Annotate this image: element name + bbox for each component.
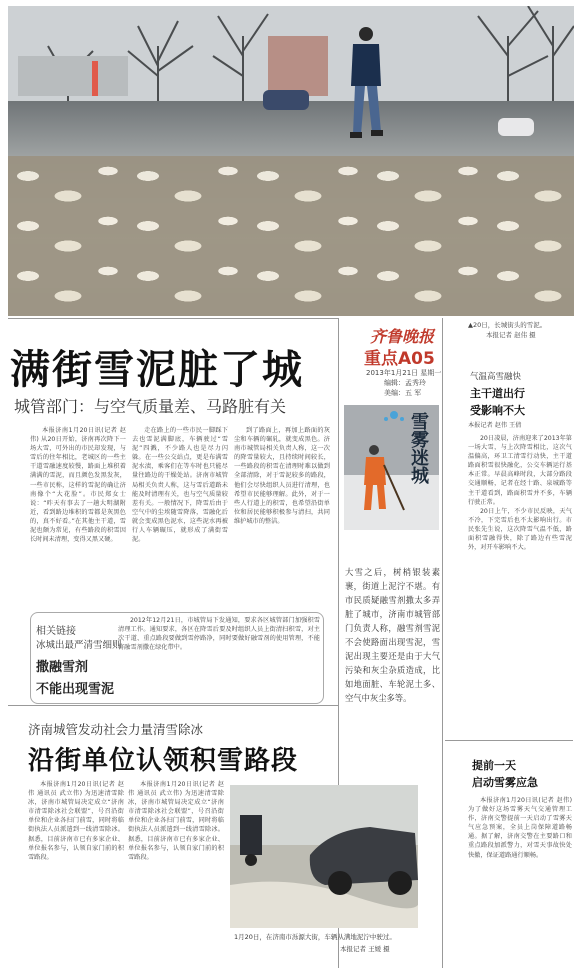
- main-subhead: 城管部门：与空气质量差、马路脏有关: [14, 397, 287, 416]
- article-paragraph: 本报济南1月20日讯(记者 赵伟 通讯员 武立伟) 为迅速清雪除冰，济南市城管局决定成立“济南市清雪除冰社会联盟”，号召沿街单位和企业各扫门前雪，同时将临街执法人员派遣到一线清雪除冰。据悉，目前济南市已有多家企业、单位报名参与，认领自家门前的积雪路段。: [128, 781, 224, 861]
- right-story-headline: 主干道出行: [470, 387, 525, 400]
- related-link-title: 冰城出最严清雪细则: [36, 640, 122, 651]
- divider: [442, 318, 443, 968]
- article-paragraph: 本报济南1月20日讯(记者 赵伟 通讯员 武立伟) 为迅速清雪除冰，济南市城管局决定成立“济南市清雪除冰社会联盟”，号召沿街单位和企业各扫门前雪，同时将临街执法人员派遣到一线清雪除冰。据悉，目前济南市已有多家企业、单位报名参与，认领自家门前的积雪路段。: [28, 781, 124, 861]
- right-story-kicker: 气温高雪融快: [470, 372, 522, 382]
- top-photo-caption: ▲20日，长城街头的雪泥。: [468, 321, 547, 329]
- second-story-column-1: [28, 780, 124, 965]
- masthead-logo: 齐鲁晚报: [370, 327, 435, 346]
- article-paragraph: 20日上午，不少市民反映，天气不冷，下完雪后也不太影响出行。市民张先生说，这次降雪气温不低，路面积雪融得快，除了路边有些雪泥外，对开车影响不大。: [468, 507, 572, 552]
- article-paragraph: 本报济南1月20日讯(记者 赵伟) 从20日开始，济南再次降下一场大雪，可外出的市民却发现，与雪后的往年相比，老城区的一些主干道雪融速度较慢，路面上堆积着满满的雪泥，而且颜色发黑发灰，一些市民称，这样的雪泥的确让济南像个“大花脸”。市民郑女士说：“昨天有事去了一趟大明湖附近，看到路边堆积的雪都是灰黑色的，真不好看。”在其他主干道，雪泥也颇为常见，有些路段的积雪因长时间未清理，变得又黑又硬。: [30, 427, 126, 544]
- article-paragraph: 2012年12月21日，市城管局下发通知，要求各区城管部门加强积雪清理工作。通知要求，各区在降雪后要及时组织人员上街清扫积雪，对主次干道、重点路段要做到雪停路净，同时要做好融雪剂的使用管理，不能将融雪剂撒在绿化带中。: [118, 617, 320, 652]
- related-link-text: [118, 616, 320, 702]
- article-paragraph: 本报济南1月20日讯(记者 赵伟) 为了做好这场雪雾天气交通管理工作，济南交警提前一天启动了雪雾天气应急预案，全员上岗保障道路畅通。据了解，济南交警在主要路口和重点路段加派警力，对雪天事故快处快撤，保证道路通行顺畅。: [468, 797, 572, 859]
- right-story-body: [468, 434, 572, 734]
- car-blue: [263, 90, 309, 110]
- car-white: [498, 118, 534, 136]
- bottom-photo-credit: 本报记者 王媛 摄: [340, 945, 390, 953]
- second-story-column-2: [128, 780, 224, 965]
- bottom-photo: [230, 785, 418, 928]
- pedestrian-figure: [341, 24, 391, 142]
- related-link-label: 相关链接: [36, 626, 76, 637]
- editor-credit: 编辑：孟秀玲: [384, 379, 426, 387]
- street-scene-graphic: [230, 785, 418, 928]
- bottom-photo-caption: 1月20日，在济南市泺源大街，车辆从满地泥泞中驶过。: [234, 933, 396, 941]
- main-story-column-1: [30, 426, 126, 606]
- related-link-subtitle: 撒融雪剂: [36, 660, 89, 675]
- art-editor-credit: 美编：五 军: [384, 389, 422, 397]
- slush-ground: [8, 156, 574, 316]
- right-story-headline: 受影响不大: [470, 404, 525, 417]
- fog-section-title: 雪雾迷城: [408, 412, 429, 484]
- section-intro-text: 大雪之后，树梢银装素裹，街道上泥泞不堪。有市民质疑融雪剂撒太多弄脏了城市，济南市城管部门负责人称，融雪剂雪泥不会使路面出现雪泥，雪泥出现主要还是由于大气污染和灰尘杂质造成，比如地面脏、车轮泥土多、空气中灰尘多等。: [345, 567, 440, 703]
- right-story-byline: 本报记者 赵伟 王倩: [468, 422, 522, 429]
- article-paragraph: 到了路面上，再加上路面的灰尘和车辆的碾轧，就变成黑色。济南市城管局相关负责人称，这一次的降雪量较大，且持续时间较长，一些路段的积雪在清理时难以做到全部清除，对于雪泥较多的路段，他们会尽快组织人员进行清理，也希望市民能够理解。此外，对于一些人行道上的积雪，也希望沿街单位和居民能够积极参与清扫，共同维护城市的整洁。: [234, 427, 330, 525]
- main-story-column-2: [132, 426, 228, 606]
- divider: [8, 318, 338, 319]
- divider: [8, 705, 338, 706]
- second-story-headline: 沿街单位认领积雪路段: [28, 746, 299, 776]
- divider: [445, 740, 573, 741]
- related-link-subtitle: 不能出现雪泥: [36, 682, 115, 697]
- section-page-label: 重点A05: [364, 349, 435, 369]
- right-story2-headline: 提前一天: [472, 759, 516, 772]
- right-story2-headline: 启动雪雾应急: [472, 776, 538, 789]
- main-story-column-3: [234, 426, 330, 606]
- article-paragraph: 20日凌晨，济南迎来了2013年第一场大雪，与上次降雪相比，这次气温偏高，环卫工清雪行动快，主干道路面积雪很快融化，公交车辆运行基本正常。早晨高峰时段，大部分路段交通顺畅，记者在经十路、泉城路等主干道看到，路面积雪并不多，车辆行驶正常。: [468, 435, 572, 506]
- top-photo: [8, 6, 574, 316]
- article-paragraph: 走在路上的一些市民一脚踩下去也雪泥满脚底，车辆驶过“雪泥”四溅，不少路人也是尽力闪躲。在一些公交站点，更是布满雪泥水渍，乘客们在等车时也只能尽量往路边的干燥处站。济南市城管局相关负责人称，这与雪后道路未能及时清理有关，也与空气质量较差有关。一般情况下，降雪后由于空气中的尘埃随雪降落，雪融化后就会变成黑色泥水，这些泥水再被行人车辆碾压，就形成了满街雪泥。: [132, 427, 228, 544]
- issue-date: 2013年1月21日 星期一: [366, 369, 442, 377]
- second-story-kicker: 济南城管发动社会力量清雪除冰: [28, 722, 204, 737]
- main-headline: 满街雪泥脏了城: [10, 346, 304, 393]
- right-story2-body: [468, 796, 572, 966]
- top-photo-credit: 本报记者 赵伟 摄: [486, 331, 536, 339]
